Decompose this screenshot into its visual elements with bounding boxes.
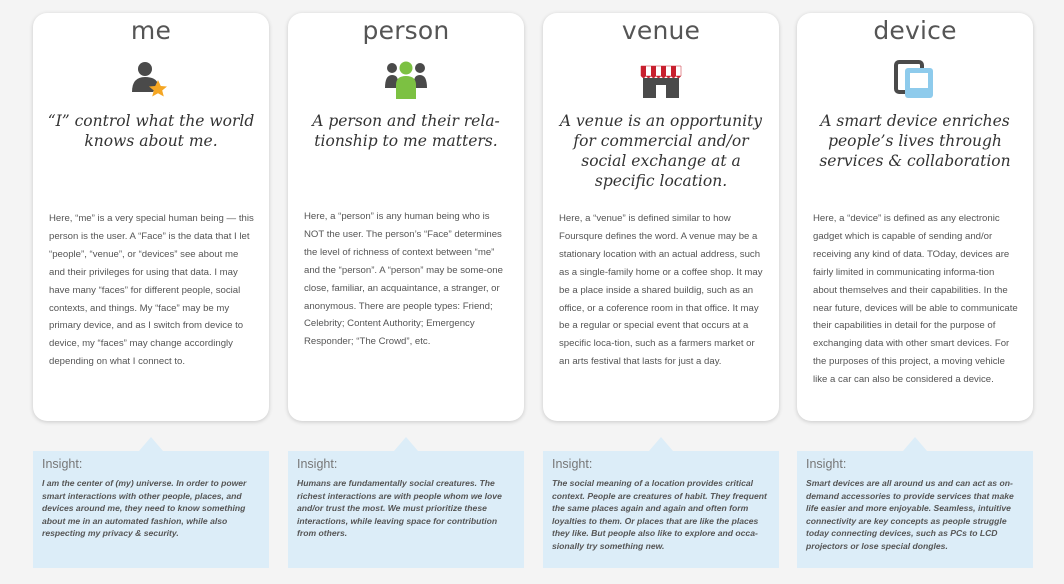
insight-label: Insight: <box>806 457 847 471</box>
card-venue <box>543 13 779 421</box>
insight-box <box>288 451 524 568</box>
insight-text: Smart devices are all around us and can act as on-demand accessories to provide services that make life easier and more enjoyable. Seamless, intuitive connectivity are key concepts as people struggle today connecting devices, such as PCs to LCD projectors or lose special dongles. <box>806 478 1014 551</box>
device-icon <box>893 58 937 102</box>
insight-box <box>33 451 269 568</box>
card-body: Here, “me” is a very special human being — this person is the user. A “Face” is the data that I let “people”, “venue”, or “devices” see about me and their privileges for using that data. I may have many “faces” for different people, social contexts, and things. My “face” may be my primary device, and as I switch from device to device, my “faces” may change accordingly depending on what I connect to. <box>49 213 254 368</box>
insight-box <box>797 451 1033 568</box>
insight-pointer <box>394 437 418 451</box>
insight-text: The social meaning of a location provides critical context. People are creatures of habit. They frequent the same places again and again and often form loyalties to them. Or places that are like the places they like. But people also like to explore and occa-sionally try something new. <box>552 478 767 551</box>
group-icon <box>384 58 428 102</box>
card-body: Here, a “device” is defined as any electronic gadget which is capable of sending and/or receiving any kind of data. TOday, devices are fairly limited in communicating informa-tion about themselves and their capabilities. In the near future, devices will be able to communicate their capabilities in detail for the purpose of exchanging data with other smart devices. For the purposes of this project, a moving vehicle like a car can also be considered a device. <box>813 213 1018 386</box>
card-body: Here, a “venue” is defined similar to how Foursqure defines the word. A venue may be a stationary location with an actual address, such as a single-family home or a coffee shop. It may be a place inside a shared buildig, such as an office, or a coference room in that office. It may be a regular or special event that occurs at a specific loca-tion, such as a farmers market or an arts festival that lasts for just a day. <box>559 213 763 368</box>
insight-label: Insight: <box>297 457 338 471</box>
insight-pointer <box>139 437 163 451</box>
insight-label: Insight: <box>552 457 593 471</box>
card-title: venue <box>621 16 701 45</box>
card-device <box>797 13 1033 421</box>
card-title: device <box>873 16 957 45</box>
insight-text: I am the center of (my) universe. In order to power smart interactions with other people, places, and devices around me, they need to know something about me in an automated fashion, while also respecting my privacy & security. <box>42 478 247 539</box>
card-heading: A venue is an opportunity for commercial and/or social exchange at a specific location. <box>559 112 763 190</box>
card-heading: “I” control what the world knows about me. <box>47 112 255 150</box>
insight-box <box>543 451 779 568</box>
card-title: person <box>362 16 450 45</box>
storefront-icon <box>639 58 683 102</box>
insight-pointer <box>649 437 673 451</box>
insight-text: Humans are fundamentally social creatures. The richest interactions are with people whom we love and/or trust the most. We must prioritize these interactions, while leaving space for contribution from others. <box>297 478 502 539</box>
card-title: me <box>130 16 172 45</box>
card-heading: A smart device enriches people’s lives through services & collaboration <box>819 112 1011 170</box>
insight-pointer <box>903 437 927 451</box>
card-me <box>33 13 269 421</box>
card-heading: A person and their rela-tionship to me matters. <box>312 112 500 150</box>
card-body: Here, a “person” is any human being who is NOT the user. The person’s “Face” determines the level of richness of context between “me” and the “person”. A “person” may be some-one close, familiar, an acquaintance, a stranger, or anonymous. There are people types: Friend; Celebrity; Content Authority; Emergency Responder; “The Crowd”, etc. <box>304 211 503 348</box>
card-person <box>288 13 524 421</box>
person-star-icon <box>129 58 173 102</box>
insight-label: Insight: <box>42 457 83 471</box>
